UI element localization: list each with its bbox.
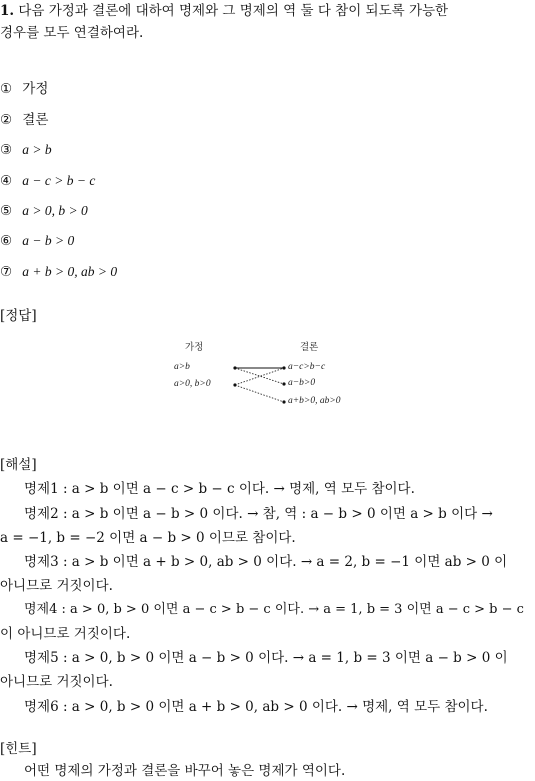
answer-heading: [정답] (0, 308, 37, 324)
explanation-line-4: 명제3 : a > b 이면 a + b > 0, ab > 0 이다. → a = 2, b = −1 이면 ab > 0 이 (24, 554, 508, 570)
option-1-text: 가정 (22, 81, 49, 97)
hint-text: 어떤 명제의 가정과 결론을 바꾸어 놓은 명제가 역이다. (24, 763, 346, 779)
diagram-right-item-3: a+b>0, ab>0 (288, 396, 341, 406)
question-text-1: 다음 가정과 결론에 대하여 명제와 그 명제의 역 둘 다 참이 되도록 가능한 (18, 3, 449, 19)
option-2 (0, 111, 48, 129)
explanation-line-3: a = −1, b = −2 이면 a − b > 0 이므로 참이다. (0, 530, 296, 546)
hint-heading: [힌트] (0, 741, 37, 757)
answer-diagram (170, 336, 370, 411)
diagram-left-item-1: a>b (174, 362, 190, 372)
option-7-mark: ⑦ (0, 264, 13, 280)
connector-line-3 (235, 368, 284, 385)
option-1-mark: ① (0, 81, 13, 97)
diagram-left-item-2: a>0, b>0 (174, 379, 211, 389)
question-text-2: 경우를 모두 연결하여라. (0, 25, 144, 41)
option-5-mark: ⑤ (0, 203, 13, 219)
explanation-line-1: 명제1 : a > b 이면 a − c > b − c 이다. → 명제, 역 모두 참이다. (24, 481, 415, 497)
option-2-mark: ② (0, 112, 13, 128)
explanation-line-9: 아니므로 거짓이다. (0, 674, 113, 690)
option-4-mark: ④ (0, 173, 13, 189)
explanation-line-7: 이 아니므로 거짓이다. (0, 626, 131, 642)
explanation-heading: [해설] (0, 457, 37, 473)
option-7-text: a + b > 0, ab > 0 (22, 264, 118, 279)
option-3-text: a > b (22, 142, 52, 157)
diagram-right-item-1: a−c>b−c (288, 362, 326, 372)
connector-line-2 (235, 368, 284, 384)
option-5-text: a > 0, b > 0 (22, 203, 88, 218)
connector-line-4 (235, 385, 284, 402)
option-5 (0, 202, 88, 220)
diagram-connectors (170, 336, 370, 411)
option-6-mark: ⑥ (0, 233, 13, 249)
option-3 (0, 141, 52, 159)
diagram-left-title: 가정 (185, 342, 204, 353)
diagram-right-item-2: a−b>0 (288, 378, 316, 388)
option-1 (0, 80, 48, 98)
option-4-text: a − c > b − c (22, 173, 96, 188)
explanation-line-2: 명제2 : a > b 이면 a − b > 0 이다. → 참, 역 : a − b > 0 이면 a > b 이다 → (24, 506, 493, 522)
option-3-mark: ③ (0, 142, 13, 158)
question-number: 1. (0, 3, 15, 19)
explanation-line-10: 명제6 : a > 0, b > 0 이면 a + b > 0, ab > 0 이다. → 명제, 역 모두 참이다. (24, 699, 488, 715)
option-6 (0, 232, 74, 250)
explanation-line-8: 명제5 : a > 0, b > 0 이면 a − b > 0 이다. → a = 1, b = 3 이면 a − b > 0 이 (24, 650, 508, 666)
option-6-text: a − b > 0 (22, 233, 75, 248)
diagram-right-title: 결론 (300, 342, 319, 353)
option-2-text: 결론 (22, 112, 49, 128)
explanation-line-5: 아니므로 거짓이다. (0, 578, 113, 594)
option-7 (0, 263, 117, 281)
explanation-line-6: 명제4 : a > 0, b > 0 이면 a − c > b − c 이다. → a = 1, b = 3 이면 a − c > b − c (24, 602, 524, 617)
question-line-1 (0, 2, 448, 20)
option-4 (0, 172, 95, 190)
